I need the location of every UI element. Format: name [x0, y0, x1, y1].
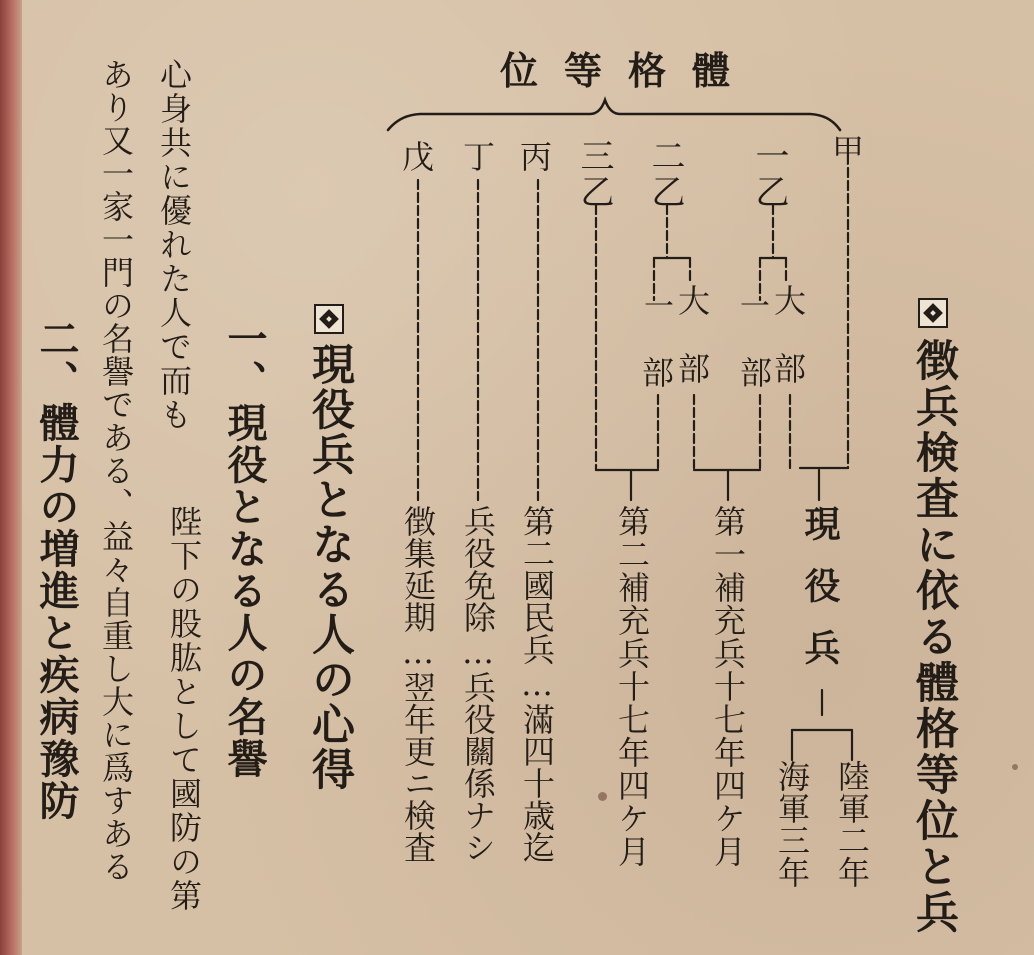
grade-otsu1: 一乙 [749, 138, 789, 210]
paper-stain [1012, 764, 1018, 770]
item2-heading: 二、體力の増進と疾病豫防 [33, 318, 80, 822]
otsu1-ichi: 一 [734, 290, 769, 320]
outcome-heiekimenjo: 兵役免除…兵役關係ナシ [459, 505, 497, 863]
grade-hei: 丙 [515, 140, 553, 172]
right-column-heading: 徴兵検査に依る體格等位と兵 [909, 338, 959, 936]
outcome-dai2hojuhei: 第二補充兵十七年四ケ月 [613, 505, 651, 868]
chart-title-text: 體格等位 [500, 48, 757, 93]
item1-heading: 一、現役となる人の名譽 [221, 318, 268, 780]
otsu1-daibubun: 大部 [769, 284, 807, 420]
otsu2-ichi: 一 [638, 290, 673, 320]
outcome-genekihei: 現役兵 [799, 505, 841, 691]
outcome-dai2kokumin: 第二國民兵…滿四十歳迄 [518, 505, 556, 863]
grade-ko: 甲 [827, 134, 865, 166]
service-navy: 海軍三年 [773, 760, 811, 888]
otsu1-bu: 部 [735, 356, 773, 388]
item1-line3: あり又一家一門の名譽である、益々自重し大に爲すある [97, 58, 135, 883]
outcome-chosyuenki: 徴集延期…翌年更ニ検査 [399, 505, 437, 863]
service-army: 陸軍二年 [833, 760, 871, 888]
paper-stain [598, 792, 607, 801]
grade-tei: 丁 [458, 140, 496, 172]
grade-otsu2: 二乙 [645, 138, 685, 210]
otsu2-bu: 部 [637, 356, 675, 388]
grade-bo: 戊 [397, 140, 435, 172]
otsu2-daibubun: 大部 [673, 284, 711, 420]
section-marker-icon-2 [314, 304, 344, 334]
grade-otsu3: 三乙 [574, 138, 614, 210]
outcome-dai1hojuhei: 第一補充兵十七年四ケ月 [709, 505, 747, 868]
section-heading: 現役兵となる人の心得 [305, 342, 355, 792]
item1-line1: 陛下の股肱として國防の第 [165, 505, 203, 913]
item1-line2: 心身共に優れた人で而も [155, 58, 193, 432]
